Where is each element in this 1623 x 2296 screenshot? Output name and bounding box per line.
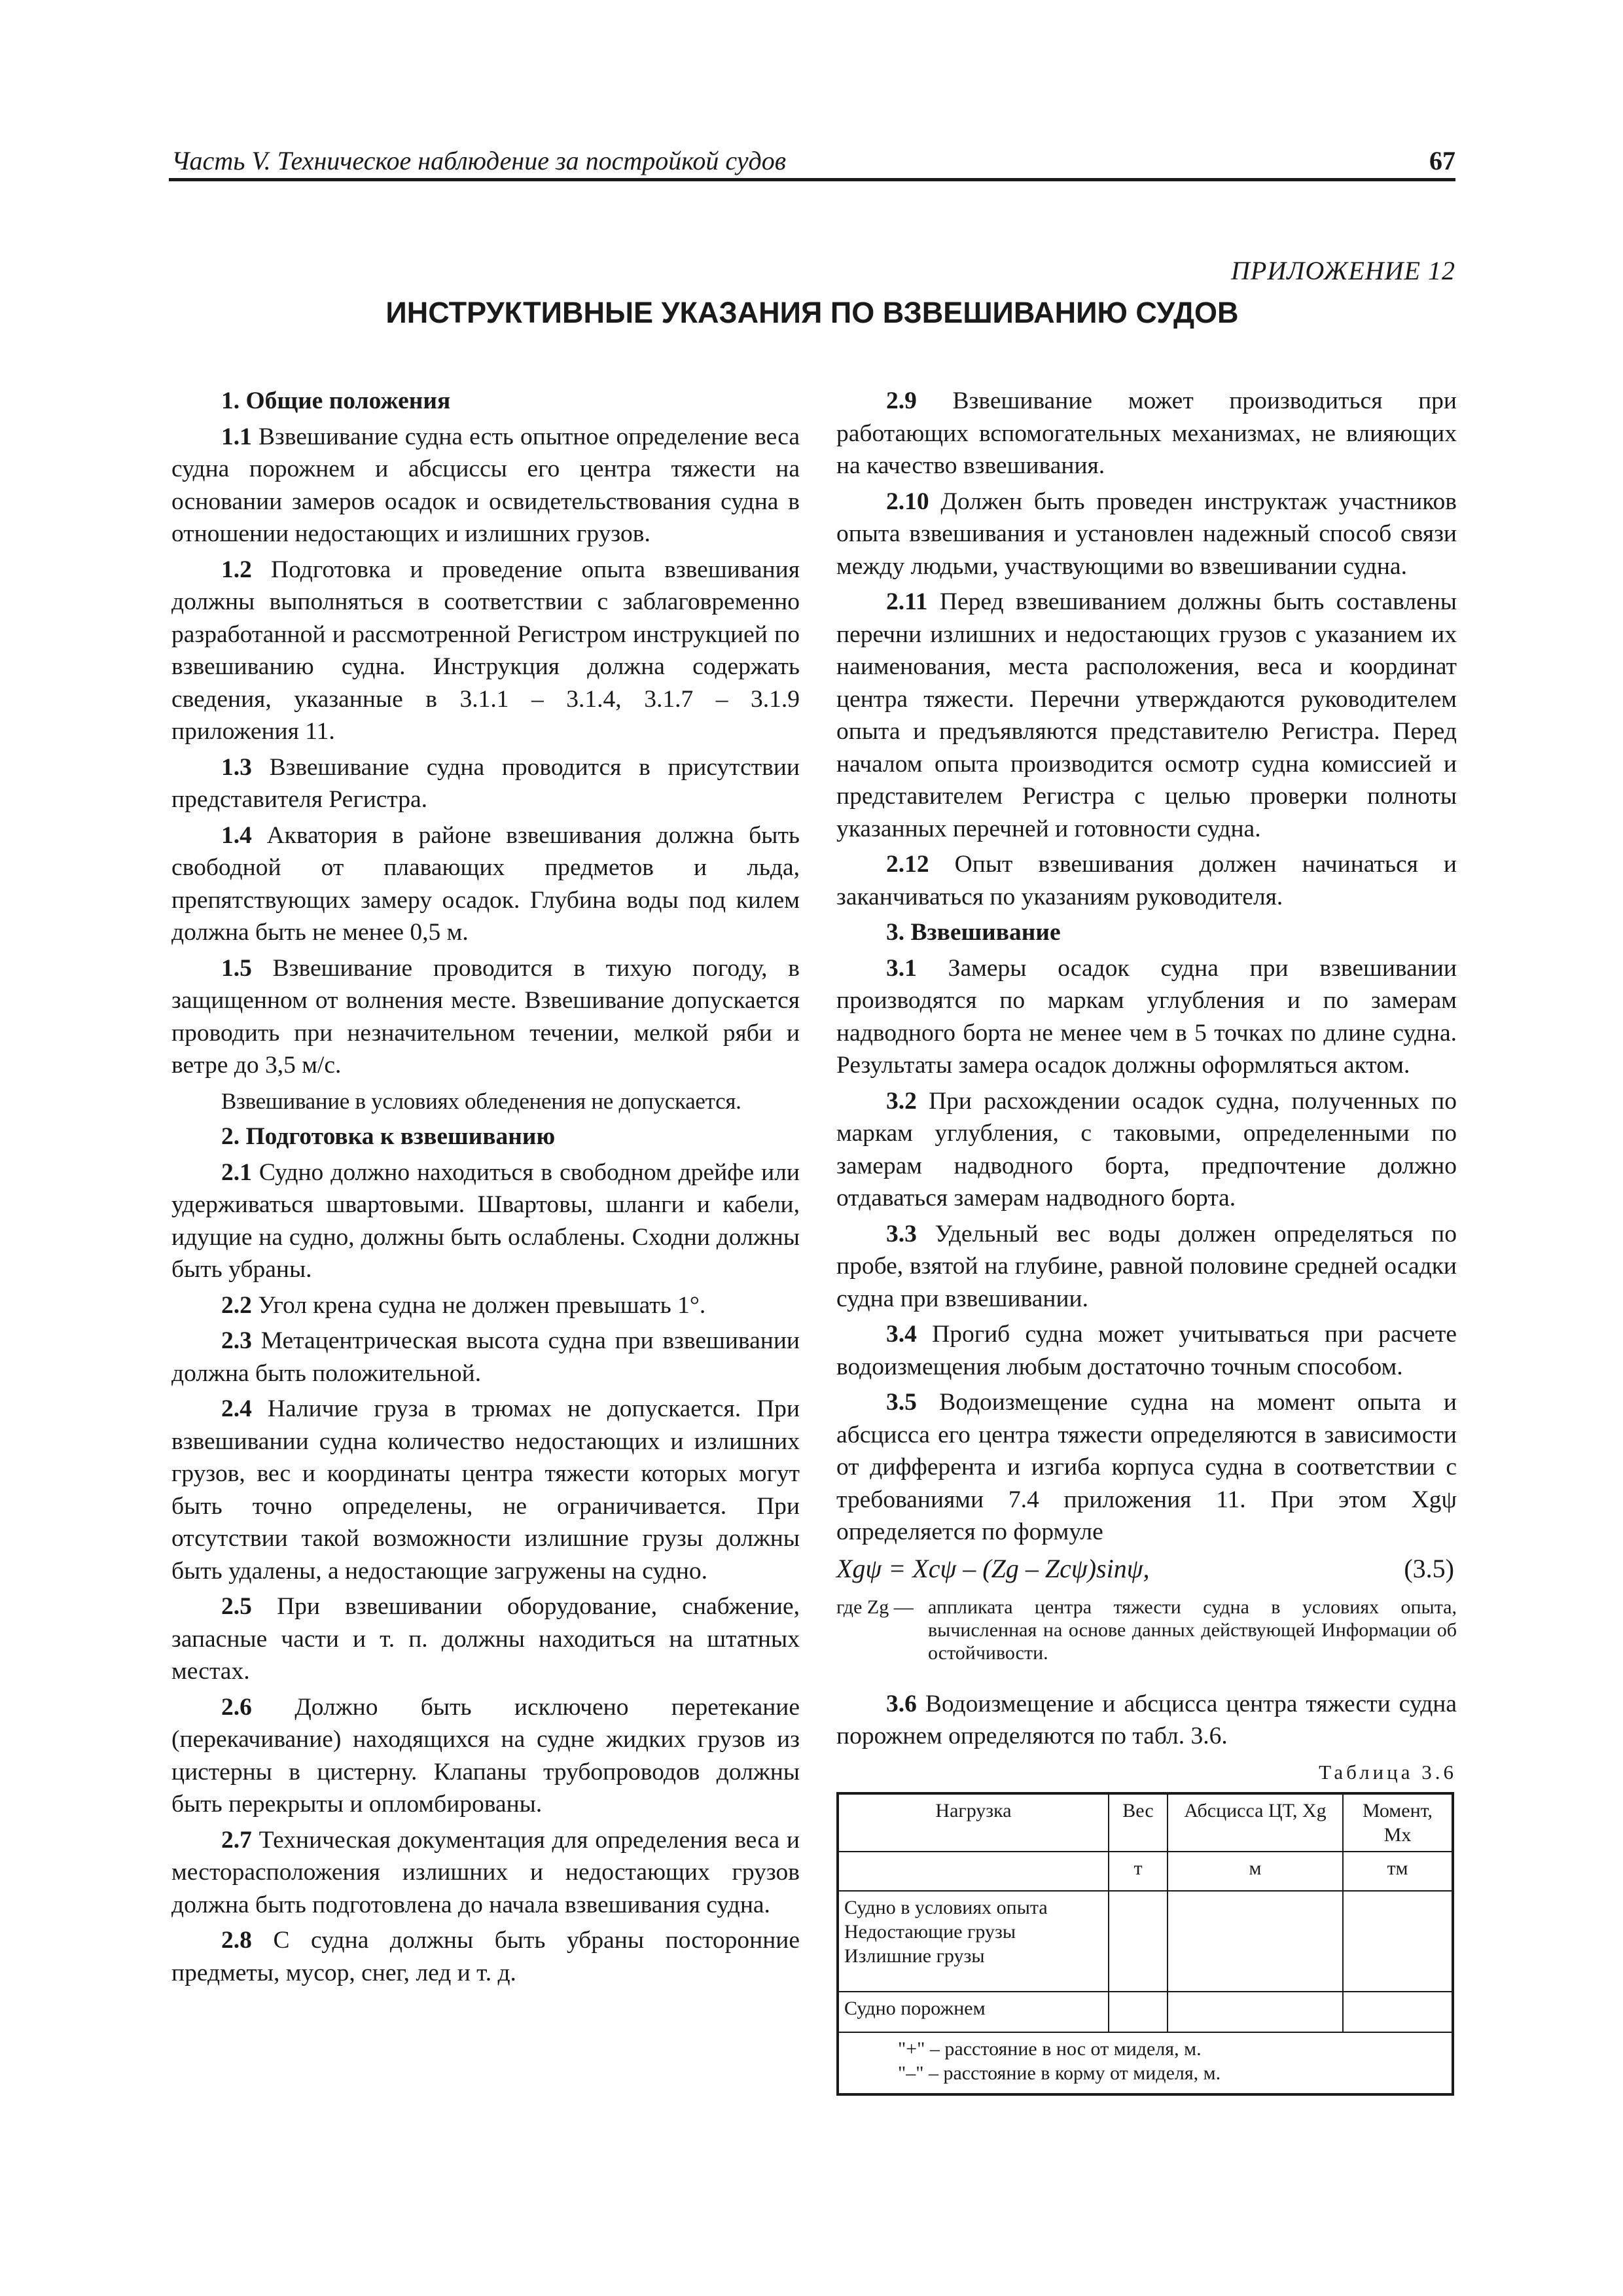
paragraph	[836, 952, 1457, 1082]
clause-number: 3.6	[886, 1690, 917, 1717]
paragraph	[836, 1386, 1457, 1549]
formula-explanation	[836, 1596, 1457, 1664]
clause-number: 2.12	[886, 851, 929, 878]
table-header-row	[838, 1793, 1453, 1852]
paragraph	[171, 1393, 800, 1587]
paragraph-text: С судна должны быть убраны посторонние предметы, мусор, снег, лед и т. д.	[171, 1927, 800, 1986]
clause-number: 1.3	[221, 753, 252, 781]
paragraph-text: Угол крена судна не должен превышать 1°.	[251, 1291, 706, 1319]
unit-cell	[838, 1852, 1109, 1891]
where-text: аппликата центра тяжести судна в условиях опыта, вычисленная на основе данных действующей Информации об остойчивости.	[928, 1596, 1457, 1664]
clause-number: 3.2	[886, 1087, 917, 1115]
empty-cell	[1168, 1992, 1343, 2032]
paragraph-text: Взвешивание проводится в тихую погоду, в защищенном от волнения месте. Взвешивание допускается проводить при незначительном течении, мелкой ряби и ветре до 3,5 м/с.	[171, 954, 800, 1079]
paragraph-text: Судно должно находиться в свободном дрейфе или удерживаться швартовыми. Швартовы, шланги и кабели, идущие на судно, должны быть ослаблены. Сходни должны быть убраны.	[171, 1158, 800, 1283]
paragraph-text: Прогиб судна может учитываться при расчете водоизмещения любым достаточно точным способом.	[836, 1321, 1457, 1380]
clause-number: 2.6	[221, 1693, 252, 1721]
note-minus: "–" – расстояние в корму от миделя, м.	[898, 2062, 1221, 2084]
paragraph	[171, 1289, 800, 1322]
paragraph	[171, 1325, 800, 1390]
clause-number: 2.5	[221, 1593, 252, 1620]
clause-number: 3.4	[886, 1321, 917, 1348]
paragraph	[836, 1085, 1457, 1215]
paragraph-text: Перед взвешиванием должны быть составлены перечни излишних и недостающих грузов с указанием их наименования, места расположения, веса и координат центра тяжести. Перечни утверждаются руководителем опыта и предъявляются представителю Регистра. Перед началом опыта производится осмотр судна комиссией и представителем Регистра с целью проверки полноты указанных перечней и готовности судна.	[836, 588, 1457, 842]
load-item: Судно в условиях опыта	[844, 1897, 1048, 1918]
clause-number: 2.8	[221, 1927, 252, 1954]
paragraph-text: Наличие груза в трюмах не допускается. При взвешивании судна количество недостающих и излишних грузов, вес и координаты центра тяжести которых могут быть точно определены, не ограничивается. При отсутствии такой возможности излишние грузы должны быть удалены, а недостающие загружены на судно.	[171, 1395, 800, 1585]
paragraph-text: При расхождении осадок судна, полученных по маркам углубления, с таковыми, определенными по замерам надводного борта, предпочтение должно отдаваться замерам надводного борта.	[836, 1087, 1457, 1211]
paragraph: Взвешивание в условиях обледенения не допускается.	[221, 1088, 741, 1114]
empty-cell	[1109, 1891, 1168, 1992]
paragraph	[171, 421, 800, 550]
paragraph-text: Должен быть проведен инструктаж участников опыта взвешивания и установлен надежный способ связи между людьми, участвующими во взвешивании судна.	[836, 488, 1457, 580]
section-heading: 3. Взвешивание	[886, 919, 1061, 946]
running-title: Часть V. Техническое наблюдение за постройкой судов	[171, 146, 787, 175]
paragraph	[171, 1824, 800, 1922]
clause-number: 2.9	[886, 387, 917, 414]
clause-number: 3.3	[886, 1220, 917, 1247]
paragraph	[171, 952, 800, 1082]
paragraph	[171, 751, 800, 816]
clause-number: 2.3	[221, 1327, 252, 1354]
note-plus: "+" – расстояние в нос от миделя, м.	[898, 2038, 1202, 2060]
paragraph	[171, 1691, 800, 1821]
empty-cell	[1343, 1992, 1453, 2032]
unit-cell: м	[1168, 1852, 1343, 1891]
document-title: ИНСТРУКТИВНЫЕ УКАЗАНИЯ ПО ВЗВЕШИВАНИЮ СУДОВ	[385, 296, 1239, 329]
paragraph	[171, 1590, 800, 1688]
paragraph-text: Взвешивание судна есть опытное определение веса судна порожнем и абсциссы его центра тяжести на основании замеров осадок и освидетельствования судна в отношении недостающих и излишних грузов.	[171, 423, 800, 547]
formula-number: (3.5)	[1404, 1553, 1454, 1583]
paragraph	[836, 1318, 1457, 1383]
load-item: Излишние грузы	[844, 1945, 985, 1967]
table-caption: Таблица 3.6	[1319, 1760, 1457, 1784]
paragraph	[836, 848, 1457, 913]
clause-number: 1.2	[221, 556, 252, 583]
header-cell: Нагрузка	[838, 1793, 1109, 1852]
paragraph	[836, 385, 1457, 482]
header-cell: Вес	[1109, 1793, 1168, 1852]
paragraph	[171, 1924, 800, 1989]
clause-number: 2.4	[221, 1395, 252, 1422]
table-notes-row	[838, 2032, 1453, 2094]
formula-expression: Xgψ = Xcψ – (Zg – Zcψ)sinψ,	[836, 1553, 1150, 1583]
unit-cell: т	[1109, 1852, 1168, 1891]
paragraph	[836, 1688, 1457, 1753]
paragraph-text: Техническая документация для определения веса и месторасположения излишних и недостающих грузов должна быть подготовлена до начала взвешивания судна.	[171, 1826, 800, 1918]
table-row	[838, 1992, 1453, 2032]
header-cell: Момент, Mx	[1343, 1793, 1453, 1852]
paragraph	[836, 1218, 1457, 1316]
paragraph	[171, 1157, 800, 1286]
paragraph-text: Водоизмещение и абсцисса центра тяжести судна порожнем определяются по табл. 3.6.	[836, 1690, 1457, 1749]
paragraph	[836, 586, 1457, 845]
table-row	[838, 1891, 1453, 1992]
appendix-label: ПРИЛОЖЕНИЕ 12	[1231, 256, 1455, 285]
load-item: Судно порожнем	[838, 1992, 1109, 2032]
clause-number: 1.5	[221, 954, 252, 982]
paragraph-text: Должно быть исключено перетекание (перекачивание) находящихся на судне жидких грузов из цистерны в цистерну. Клапаны трубопроводов должны быть перекрыты и опломбированы.	[171, 1693, 800, 1818]
table-units-row	[838, 1852, 1453, 1891]
left-column	[171, 385, 800, 1992]
load-item: Недостающие грузы	[844, 1921, 1016, 1943]
paragraph-text: Акватория в районе взвешивания должна быть свободной от плавающих предметов и льда, препятствующих замеру осадок. Глубина воды под килем должна быть не менее 0,5 м.	[171, 821, 800, 946]
page-number: 67	[1429, 146, 1455, 175]
clause-number: 2.1	[221, 1158, 252, 1186]
empty-cell	[1343, 1891, 1453, 1992]
clause-number: 1.4	[221, 821, 252, 849]
clause-number: 2.2	[221, 1291, 252, 1319]
right-column	[836, 385, 1457, 2096]
clause-number: 2.7	[221, 1826, 252, 1854]
paragraph-text: Подготовка и проведение опыта взвешивания должны выполняться в соответствии с заблаговременно разработанной и рассмотренной Регистром инструкцией по взвешиванию судна. Инструкция должна содержать сведения, указанные в 3.1.1 – 3.1.4, 3.1.7 – 3.1.9 приложения 11.	[171, 556, 800, 745]
header-rule	[169, 178, 1455, 181]
page-header	[171, 145, 1455, 178]
paragraph	[836, 486, 1457, 583]
unit-cell: тм	[1343, 1852, 1453, 1891]
load-list-cell	[838, 1891, 1109, 1992]
paragraph-text: Метацентрическая высота судна при взвешивании должна быть положительной.	[171, 1327, 800, 1387]
clause-number: 3.5	[886, 1389, 917, 1416]
formula	[836, 1552, 1457, 1592]
paragraph-text: Водоизмещение судна на момент опыта и абсцисса его центра тяжести определяются в зависимости от дифферента и изгиба корпуса судна в соответствии с требованиями 7.4 приложения 11. При этом Xgψ определяется по формуле	[836, 1389, 1457, 1545]
empty-cell	[1109, 1992, 1168, 2032]
empty-cell	[1168, 1891, 1343, 1992]
header-cell: Абсцисса ЦТ, Xg	[1168, 1793, 1343, 1852]
section-heading: 1. Общие положения	[221, 387, 451, 414]
clause-number: 2.11	[886, 588, 928, 615]
paragraph-text: Опыт взвешивания должен начинаться и заканчиваться по указаниям руководителя.	[836, 851, 1457, 910]
paragraph-text: Взвешивание может производиться при работающих вспомогательных механизмах, не влияющих на качество взвешивания.	[836, 387, 1457, 479]
section-heading: 2. Подготовка к взвешиванию	[221, 1123, 556, 1150]
paragraph	[171, 554, 800, 748]
paragraph	[171, 819, 800, 949]
clause-number: 3.1	[886, 954, 917, 982]
where-label: где Zg —	[836, 1596, 914, 1618]
weighing-table	[836, 1792, 1454, 2096]
paragraph-text: При взвешивании оборудование, снабжение, запасные части и т. п. должны находиться на штатных местах.	[171, 1593, 800, 1685]
clause-number: 1.1	[221, 423, 252, 450]
paragraph-text: Взвешивание судна проводится в присутствии представителя Регистра.	[171, 753, 800, 813]
paragraph-text: Удельный вес воды должен определяться по пробе, взятой на глубине, равной половине средней осадки судна при взвешивании.	[836, 1220, 1457, 1312]
table-notes	[838, 2032, 1453, 2094]
paragraph-text: Замеры осадок судна при взвешивании производятся по маркам углубления и по замерам надводного борта не менее чем в 5 точках по длине судна. Результаты замера осадок должны оформляться актом.	[836, 954, 1457, 1079]
clause-number: 2.10	[886, 488, 929, 515]
